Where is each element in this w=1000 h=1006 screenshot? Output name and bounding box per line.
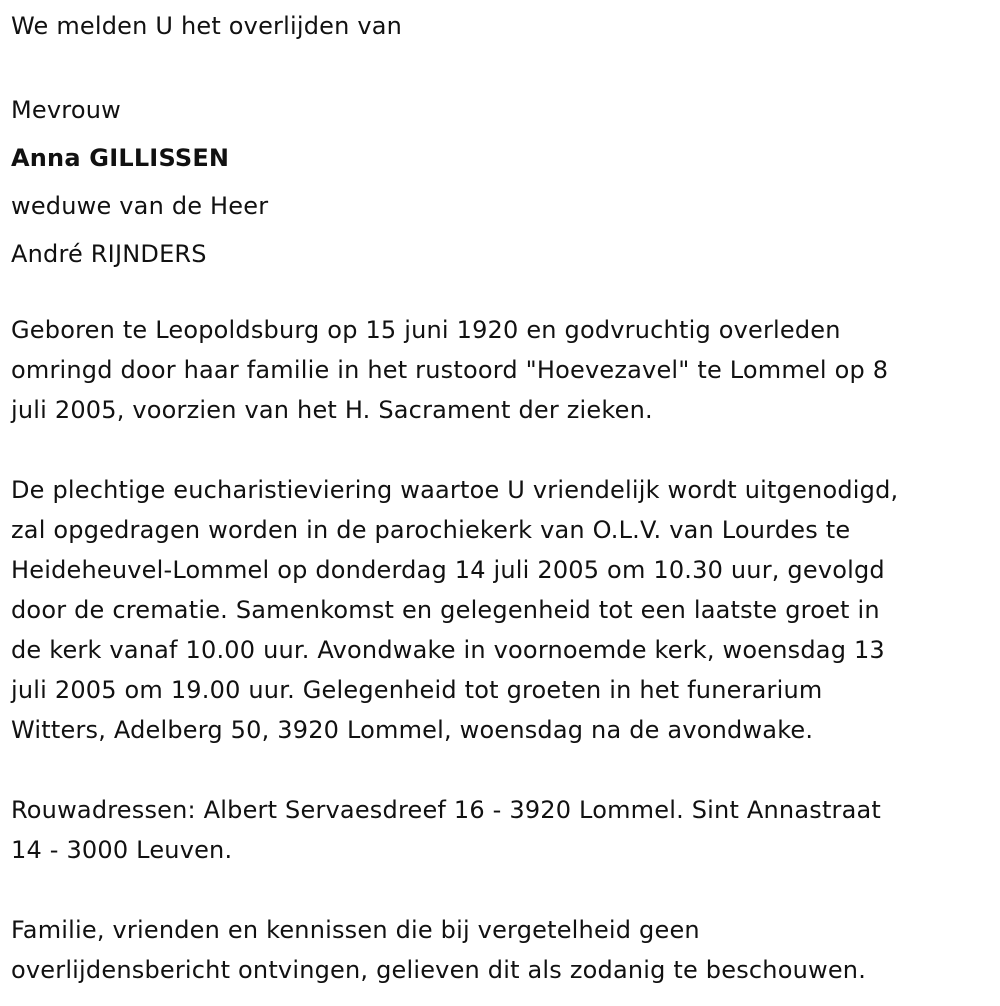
addresses-paragraph: [11, 790, 996, 870]
intro-line: We melden U het overlijden van: [11, 12, 403, 40]
closing-line: Familie, vrienden en kennissen die bij vergetelheid geen: [11, 916, 700, 944]
intro-text: [11, 6, 996, 46]
salutation: Mevrouw: [11, 96, 121, 124]
deceased-name: Anna GILLISSEN: [11, 144, 230, 172]
closing-paragraph: [11, 910, 996, 990]
ceremony-line: door de crematie. Samenkomst en gelegenheid tot een laatste groet in: [11, 596, 880, 624]
birth-line: omringd door haar familie in het rustoord "Hoevezavel" te Lommel op 8: [11, 356, 889, 384]
ceremony-line: Heideheuvel-Lommel op donderdag 14 juli 2005 om 10.30 uur, gevolgd: [11, 556, 885, 584]
ceremony-line: zal opgedragen worden in de parochiekerk van O.L.V. van Lourdes te: [11, 516, 851, 544]
address-line: 14 - 3000 Leuven.: [11, 836, 233, 864]
spouse-name: André RIJNDERS: [11, 240, 207, 268]
birth-line: Geboren te Leopoldsburg op 15 juni 1920 en godvruchtig overleden: [11, 316, 841, 344]
relation-text: weduwe van de Heer: [11, 192, 269, 220]
address-line: Rouwadressen: Albert Servaesdreef 16 - 3920 Lommel. Sint Annastraat: [11, 796, 882, 824]
ceremony-line: Witters, Adelberg 50, 3920 Lommel, woensdag na de avondwake.: [11, 716, 814, 744]
ceremony-line: De plechtige eucharistieviering waartoe U vriendelijk wordt uitgenodigd,: [11, 476, 899, 504]
obituary-notice: [11, 6, 996, 990]
ceremony-paragraph: [11, 470, 996, 750]
birth-line: juli 2005, voorzien van het H. Sacrament der zieken.: [11, 396, 653, 424]
ceremony-line: de kerk vanaf 10.00 uur. Avondwake in voornoemde kerk, woensdag 13: [11, 636, 885, 664]
closing-line: overlijdensbericht ontvingen, gelieven dit als zodanig te beschouwen.: [11, 956, 867, 984]
deceased-block: [11, 86, 996, 278]
birth-paragraph: [11, 310, 996, 430]
ceremony-line: juli 2005 om 19.00 uur. Gelegenheid tot groeten in het funerarium: [11, 676, 823, 704]
